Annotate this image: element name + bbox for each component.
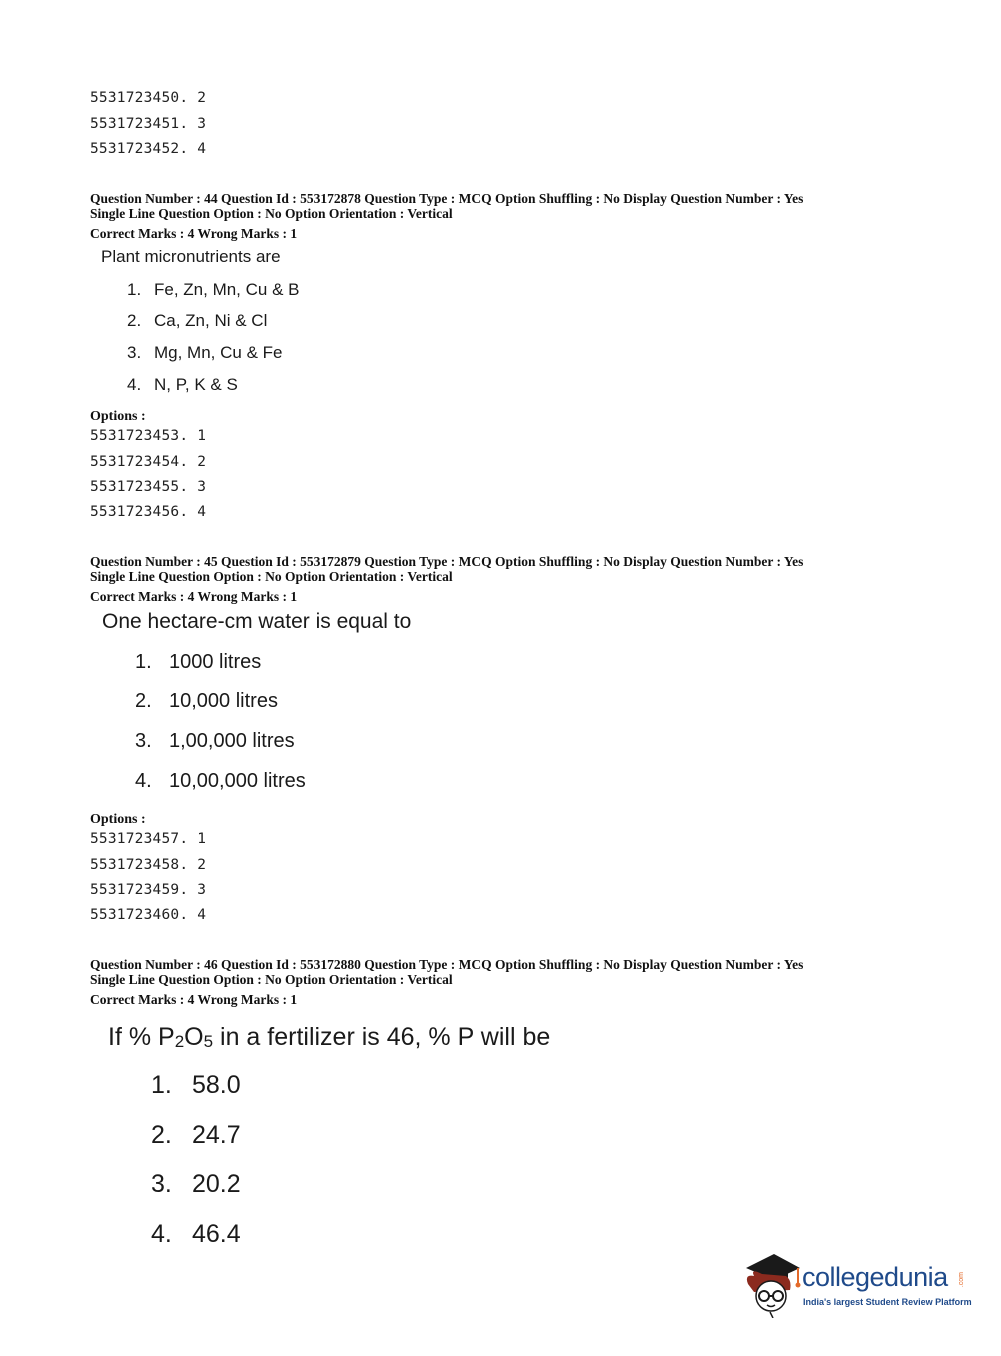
question-meta: Single Line Question Option : No Option Orientation : Vertical [90,206,453,221]
answer-choice: 2. Ca, Zn, Ni & Cl [127,311,268,330]
option-line: 5531723451. 3 [90,116,207,132]
question-meta: Single Line Question Option : No Option Orientation : Vertical [90,569,453,584]
question-meta: Question Number : 44 Question Id : 553172878 Question Type : MCQ Option Shuffling : No Display Question Number : Yes [90,191,804,206]
question-text: If % $P_2O_5$ in a fertilizer is 46, % P will be [108,1023,551,1051]
answer-choice: 3. 1,00,000 litres [135,730,295,752]
brand-name: collegedunia [802,1262,948,1292]
mascot-icon [740,1250,802,1318]
option-line: 5531723459. 3 [90,882,207,898]
option-line: 5531723455. 3 [90,479,207,495]
question-text: Plant micronutrients are [101,247,281,266]
answer-choice: 1. 58.0 [151,1071,241,1099]
brand-tagline: India's largest Student Review Platform [803,1297,972,1307]
question-meta: Question Number : 46 Question Id : 553172880 Question Type : MCQ Option Shuffling : No Display Question Number : Yes [90,957,804,972]
answer-choice: 4. N, P, K & S [127,375,238,394]
answer-choice: 4. 46.4 [151,1220,241,1248]
option-line: 5531723450. 2 [90,90,207,106]
answer-choice: 4. 10,00,000 litres [135,770,306,792]
question-marks: Correct Marks : 4 Wrong Marks : 1 [90,992,298,1007]
question-text: One hectare-cm water is equal to [102,610,412,633]
question-marks: Correct Marks : 4 Wrong Marks : 1 [90,226,298,241]
option-line: 5531723454. 2 [90,454,207,470]
question-marks: Correct Marks : 4 Wrong Marks : 1 [90,589,298,604]
answer-choice: 1. Fe, Zn, Mn, Cu & B [127,280,300,299]
answer-choice: 3. 20.2 [151,1170,241,1198]
question-meta: Single Line Question Option : No Option Orientation : Vertical [90,972,453,987]
option-line: 5531723458. 2 [90,857,207,873]
answer-choice: 1. 1000 litres [135,651,262,673]
question-meta: Question Number : 45 Question Id : 553172879 Question Type : MCQ Option Shuffling : No Display Question Number : Yes [90,554,804,569]
collegedunia-logo [740,1250,970,1320]
option-line: 5531723457. 1 [90,831,207,847]
option-line: 5531723452. 4 [90,141,207,157]
options-label: Options : [90,409,146,424]
answer-choice: 3. Mg, Mn, Cu & Fe [127,343,283,362]
answer-choice: 2. 24.7 [151,1121,241,1149]
option-line: 5531723453. 1 [90,428,207,444]
option-line: 5531723456. 4 [90,504,207,520]
answer-choice: 2. 10,000 litres [135,690,278,712]
options-label: Options : [90,812,146,827]
brand-suffix: .com [958,1272,965,1288]
option-line: 5531723460. 4 [90,907,207,923]
